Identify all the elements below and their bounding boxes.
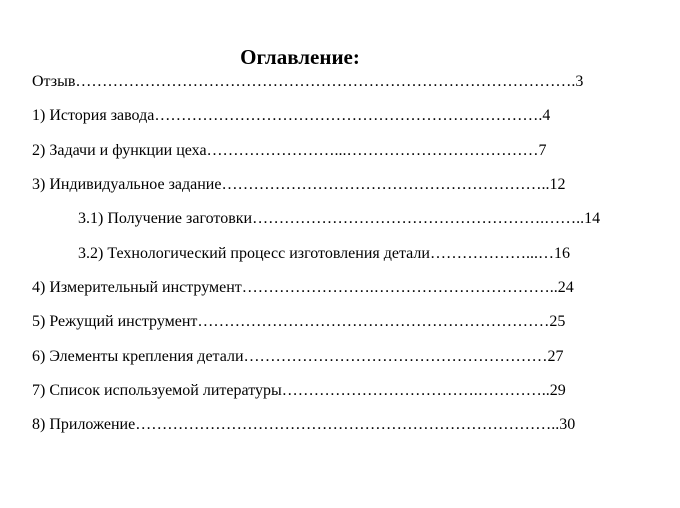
toc-entry-text: Отзыв………………………………………………………………………………….3 — [32, 73, 584, 90]
toc-entry-text: 3.1) Получение заготовки……………………………………………….……..14 — [78, 210, 601, 227]
toc-entry-text: 7) Список используемой литературы……………………………….…………..29 — [32, 382, 566, 399]
toc-entry-fastening-elements — [32, 345, 564, 369]
toc-entry-text: 3.2) Технологический процесс изготовления детали………………...…16 — [78, 245, 570, 262]
toc-entry-text: 3) Индивидуальное задание……………………………………………………..12 — [32, 176, 566, 193]
toc-entry-shop-tasks — [32, 139, 547, 163]
toc-entry-references — [32, 379, 566, 403]
toc-entry-text: 1) История завода……………………………………………………………….4 — [32, 107, 551, 124]
toc-entry-technological-process — [78, 242, 570, 266]
toc-entry-text: 2) Задачи и функции цеха……………………...………………………………7 — [32, 142, 547, 159]
toc-entry-individual-task — [32, 173, 565, 197]
toc-entry-factory-history — [32, 104, 550, 128]
toc-entry-text: 8) Приложение……………………………………………………………………..30 — [32, 416, 576, 433]
toc-entry-text: 4) Измерительный инструмент…………………….……………………………..24 — [32, 279, 574, 296]
document-title: Оглавление: — [240, 45, 360, 69]
toc-entry-appendix — [32, 413, 575, 437]
toc-entry-measuring-tool — [32, 276, 574, 300]
toc-entry-review — [32, 70, 583, 94]
toc-entry-text: 6) Элементы крепления детали…………………………………………………27 — [32, 348, 564, 365]
toc-entry-blank-production — [78, 207, 600, 231]
toc-entry-text: 5) Режущий инструмент…………………………………………………………25 — [32, 313, 566, 330]
toc-entry-cutting-tool — [32, 310, 565, 334]
